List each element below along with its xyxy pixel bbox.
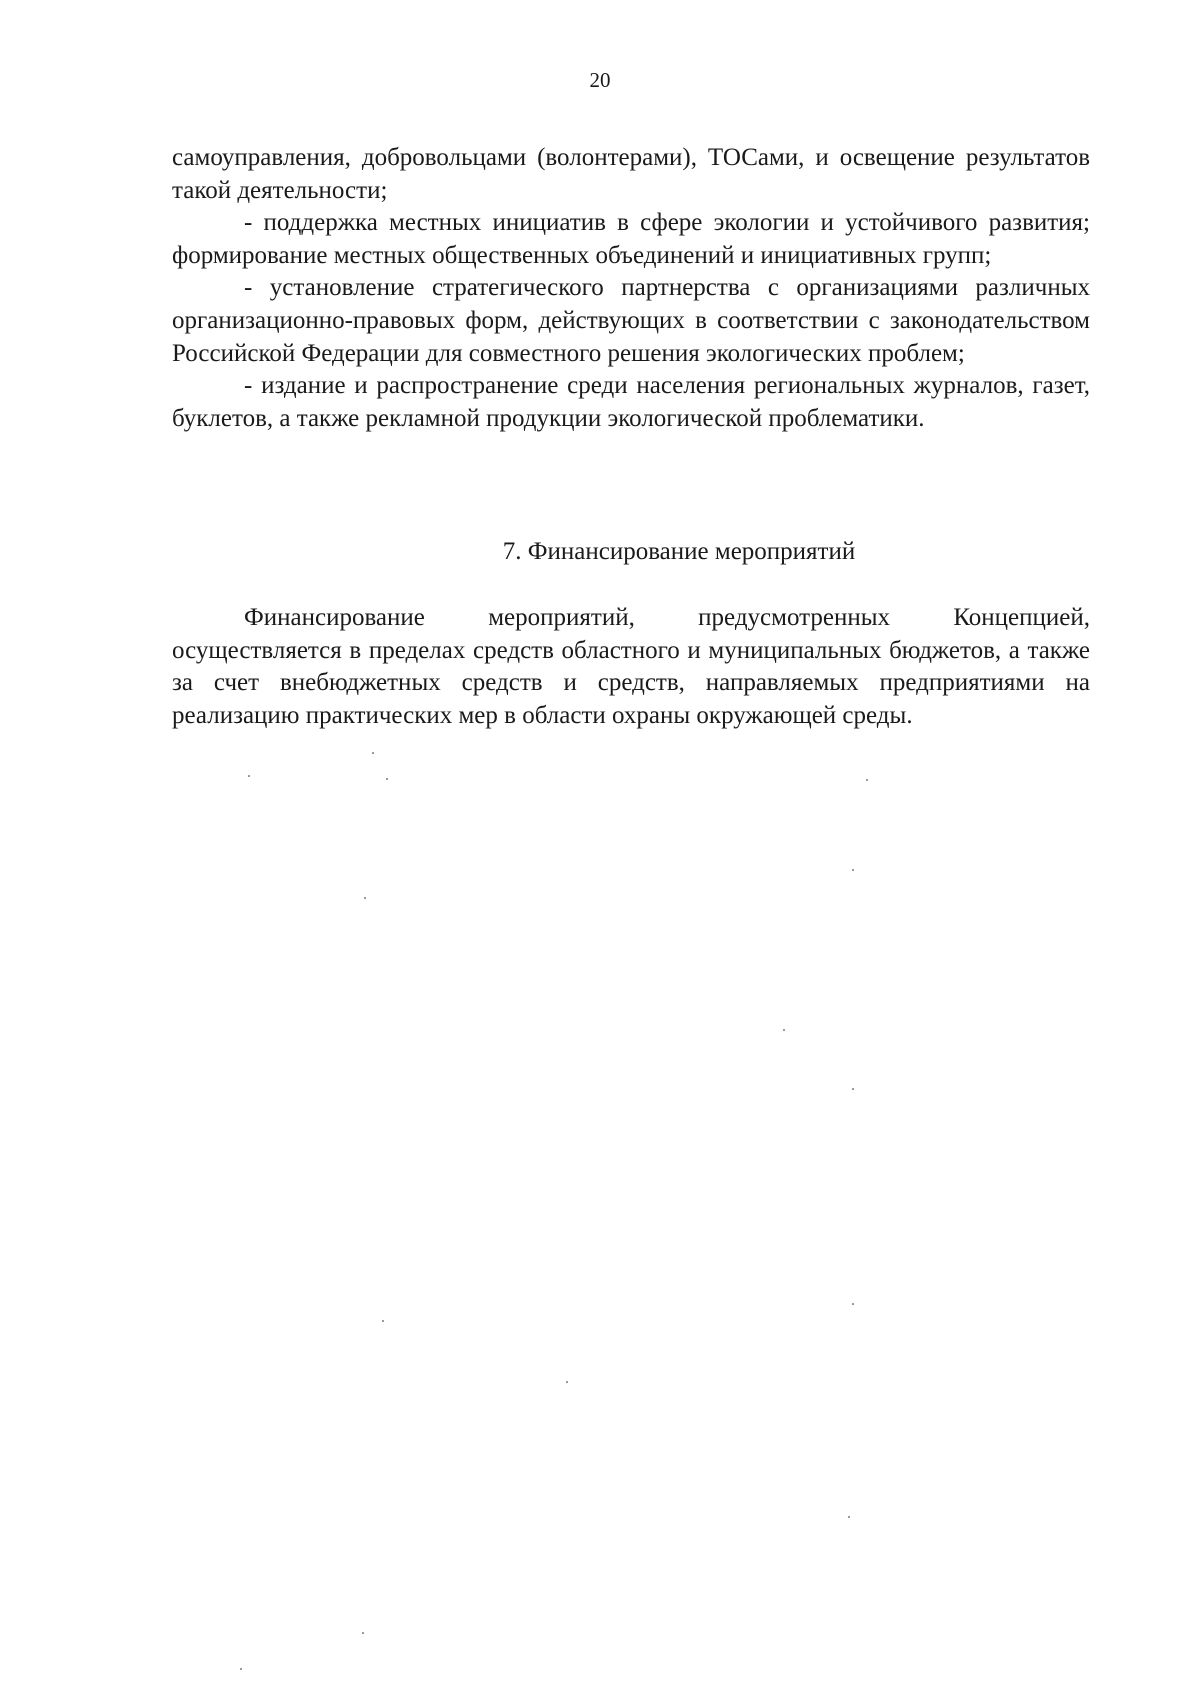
scan-speck bbox=[852, 1088, 854, 1090]
scan-speck bbox=[566, 1381, 568, 1383]
scan-speck bbox=[248, 775, 250, 777]
list-item-strategic-partnership: - установление стратегического партнерства с организациями различных организационно-правовых форм, действующих в соответствии с законодательством Российской Федерации для совместного решения экологических проблем; bbox=[172, 274, 1090, 367]
body-text-continued bbox=[172, 142, 1090, 435]
scan-speck bbox=[866, 779, 868, 781]
paragraph-continuation: самоуправления, добровольцами (волонтерами), ТОСами, и освещение результатов такой деятельности; bbox=[172, 144, 1090, 204]
scan-speck bbox=[240, 1668, 242, 1670]
scan-speck bbox=[362, 1632, 364, 1634]
section-body bbox=[172, 602, 1090, 732]
section-heading: 7. Финансирование мероприятий bbox=[502, 538, 856, 565]
scan-speck bbox=[386, 778, 388, 780]
financing-paragraph: Финансирование мероприятий, предусмотренных Концепцией, осуществляется в пределах средств областного и муниципальных бюджетов, а также за счет внебюджетных средств и средств, направляемых предприятиями на реализацию практических мер в области охраны окружающей среды. bbox=[172, 604, 1090, 729]
scan-speck bbox=[382, 1320, 384, 1322]
scan-speck bbox=[852, 1303, 854, 1305]
list-item-publications: - издание и распространение среди населения региональных журналов, газет, буклетов, а также рекламной продукции экологической проблематики. bbox=[172, 372, 1090, 432]
scan-speck bbox=[852, 869, 854, 871]
scan-speck bbox=[848, 1516, 850, 1518]
scan-speck bbox=[364, 897, 366, 899]
scan-speck bbox=[783, 1029, 785, 1031]
list-item-local-initiatives: - поддержка местных инициатив в сфере экологии и устойчивого развития; формирование местных общественных объединений и инициативных групп; bbox=[172, 209, 1090, 269]
page-number: 20 bbox=[589, 68, 611, 92]
scan-speck bbox=[372, 752, 374, 754]
